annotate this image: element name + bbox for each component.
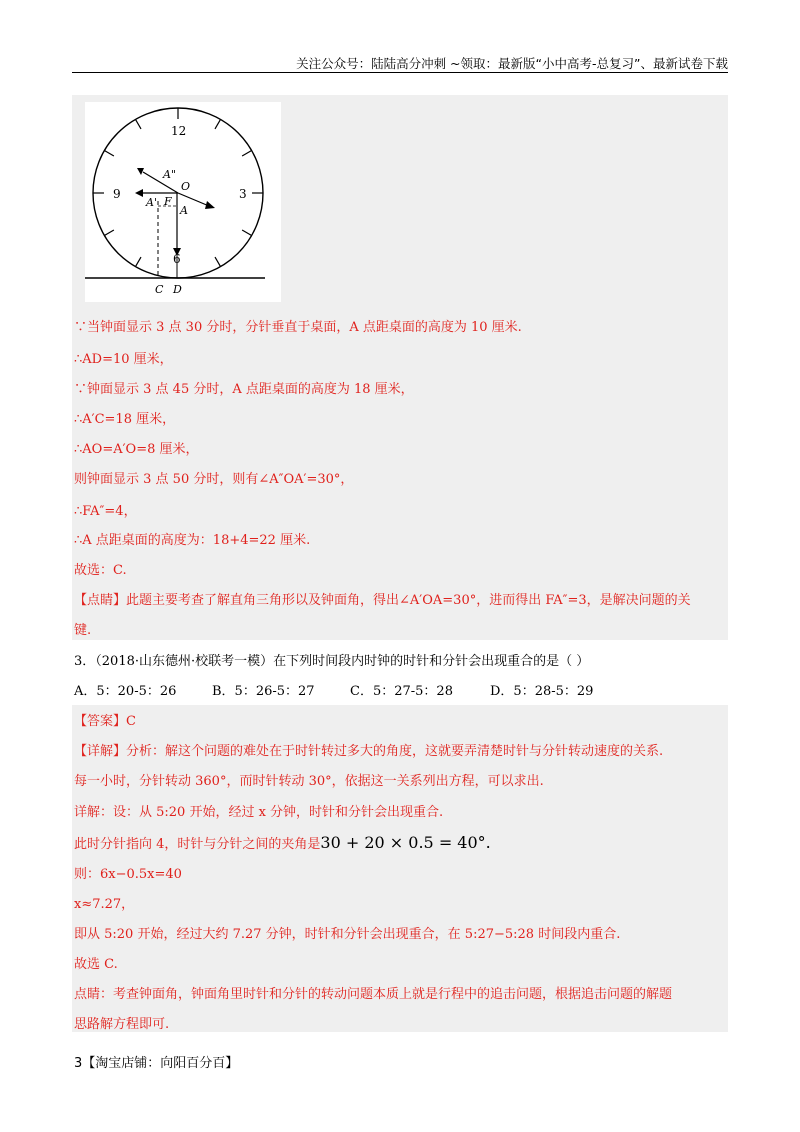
analysis-line: 每一小时，分针转动 360°，而时针转动 30°，依据这一关系列出方程，可以求出. [74, 774, 544, 789]
solution-line: ∴AD=10 厘米， [74, 352, 173, 367]
key-point-cont: 键. [74, 623, 92, 638]
question-stem: 3．（2018·山东德州·校联考一模）在下列时间段内时钟的时针和分针会出现重合的是（ ） [74, 654, 590, 669]
arrow-head [135, 189, 143, 197]
label-A-prime: A' [146, 196, 157, 209]
solution-line: ∴FA″=4， [74, 504, 137, 519]
solution-line: 故选：C. [74, 563, 127, 578]
solution-line: ∵当钟面显示 3 点 30 分时，分针垂直于桌面，A 点距桌面的高度为 10 厘米. [74, 320, 522, 335]
key-point: 点睛：考查钟面角，钟面角里时针和分针的转动问题本质上就是行程中的追击问题，根据追击问题的解题 [74, 987, 673, 1002]
label-3: 3 [239, 187, 247, 201]
arrow-head [205, 201, 215, 209]
clock-figure [85, 102, 281, 302]
answer-line: 【答案】C [74, 714, 136, 729]
clock-diagram [85, 102, 281, 302]
analysis-line [74, 833, 491, 855]
label-F: F [164, 195, 172, 208]
label-O: O [181, 180, 191, 193]
solution-line: ∴AO=A′O=8 厘米， [74, 442, 199, 457]
label-D: D [173, 283, 182, 296]
option-a: A．5：20-5：26 [74, 684, 177, 699]
solution-line: 则钟面显示 3 点 50 分时，则有∠A″OA′=30°， [74, 472, 354, 487]
analysis-line: 即从 5:20 开始，经过大约 7.27 分钟，时针和分针会出现重合，在 5:27−5:28 时间段内重合. [74, 927, 621, 942]
label-9: 9 [113, 187, 121, 201]
analysis-line: 详解：设：从 5:20 开始，经过 x 分钟，时针和分针会出现重合. [74, 805, 444, 820]
key-point-cont: 思路解方程即可. [74, 1017, 170, 1032]
page-header: 关注公众号：陆陆高分冲刺 ~领取：最新版“小中高考-总复习”、最新试卷下载 [296, 56, 728, 71]
arrow-head [137, 168, 144, 175]
question-options [74, 682, 593, 702]
option-b: B．5：26-5：27 [212, 684, 315, 699]
analysis-line: x≈7.27， [74, 897, 135, 912]
label-A: A [180, 204, 188, 217]
solution-line: ∴A′C=18 厘米， [74, 412, 176, 427]
header-rule [72, 72, 728, 73]
label-12: 12 [171, 124, 187, 138]
analysis-line: 故选 C. [74, 957, 118, 972]
analysis-line: 【详解】分析：解这个问题的难处在于时针转过多大的角度，这就要弄清楚时针与分针转动速度的关系. [74, 744, 664, 759]
label-6: 6 [173, 252, 181, 266]
solution-line: ∴A 点距桌面的高度为：18+4=22 厘米. [74, 533, 311, 548]
label-A-double-prime: A" [163, 168, 177, 181]
analysis-line: 则：6x−0.5x=40 [74, 867, 182, 882]
analysis-text: 此时分针指向 4，时针与分针之间的夹角是 [74, 837, 321, 852]
option-d: D．5：28-5：29 [490, 684, 594, 699]
page-footer: 3【淘宝店铺：向阳百分百】 [74, 1056, 239, 1071]
solution-line: ∵钟面显示 3 点 45 分时，A 点距桌面的高度为 18 厘米， [74, 382, 414, 397]
label-C: C [155, 283, 164, 296]
key-point: 【点睛】此题主要考查了解直角三角形以及钟面角，得出∠A′OA=30°，进而得出 FA″=3，是解决问题的关 [74, 593, 691, 608]
angle-formula: 30 + 20 × 0.5 = 40°. [320, 833, 491, 852]
option-c: C．5：27-5：28 [350, 684, 453, 699]
